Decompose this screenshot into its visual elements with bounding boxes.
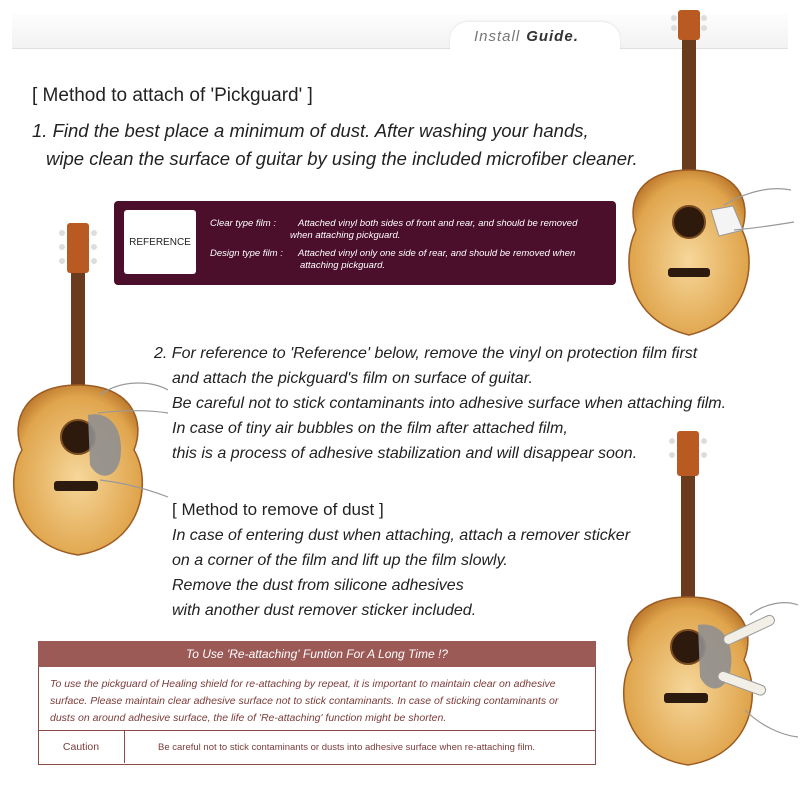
step2-line1: 2. For reference to 'Reference' below, remove the vinyl on protection film first [154, 345, 698, 362]
dust-line1: In case of entering dust when attaching, attach a remover sticker [172, 527, 631, 544]
clear-film-entry [210, 218, 610, 242]
tip-panel-title: To Use 'Re-attaching' Funtion For A Long Time !? [38, 641, 596, 667]
step2-line3: Be careful not to stick contaminants into adhesive surface when attaching film. [172, 395, 727, 412]
tip-body-line3: dusts on around adhesive surface, the life of 'Re-attaching' function might be shorten. [50, 712, 447, 724]
dust-line2: on a corner of the film and lift up the film slowly. [172, 552, 508, 569]
guitar-illustration-left [0, 215, 170, 560]
dust-line3: Remove the dust from silicone adhesives [172, 577, 464, 594]
guitar-illustration-bottom-right [610, 425, 800, 770]
reference-label: REFERENCE [124, 210, 196, 274]
design-film-desc-2: attaching pickguard. [300, 260, 386, 271]
step2-line4: In case of tiny air bubbles on the film after attached film, [172, 420, 568, 437]
guide-title [474, 28, 579, 45]
clear-film-desc-2: when attaching pickguard. [290, 230, 401, 241]
tip-body-line2: surface. Please maintain clear adhesive surface not to stick contaminants. In case of sticking contaminants or [50, 695, 559, 707]
step2-line2: and attach the pickguard's film on surface of guitar. [172, 370, 533, 387]
caution-text: Be careful not to stick contaminants or dusts into adhesive surface when re-attaching film. [158, 742, 536, 753]
title-word-install: Install [474, 28, 521, 45]
design-film-term: Design type film : [210, 248, 283, 259]
dust-heading: [ Method to remove of dust ] [172, 500, 384, 519]
tip-body-line1: To use the pickguard of Healing shield for re-attaching by repeat, it is important to maintain clear on adhesive [50, 678, 556, 690]
clear-film-term: Clear type film : [210, 218, 276, 229]
design-film-desc-1: Attached vinyl only one side of rear, and should be removed when [298, 248, 576, 259]
step2-line5: this is a process of adhesive stabilization and will disappear soon. [172, 445, 638, 462]
guitar-illustration-top-right [616, 0, 800, 345]
clear-film-desc-1: Attached vinyl both sides of front and rear, and should be removed [298, 218, 578, 229]
dust-line4: with another dust remover sticker included. [172, 602, 477, 619]
title-word-guide: Guide. [526, 28, 579, 45]
attach-heading: [ Method to attach of 'Pickguard' ] [32, 85, 313, 106]
tip-panel-body [50, 676, 586, 727]
step1-line2: wipe clean the surface of guitar by using the included microfiber cleaner. [46, 148, 638, 169]
caution-divider [124, 731, 125, 763]
caution-label: Caution [62, 741, 100, 753]
step1-line1: 1. Find the best place a minimum of dust. After washing your hands, [32, 120, 589, 141]
design-film-entry [210, 248, 610, 272]
